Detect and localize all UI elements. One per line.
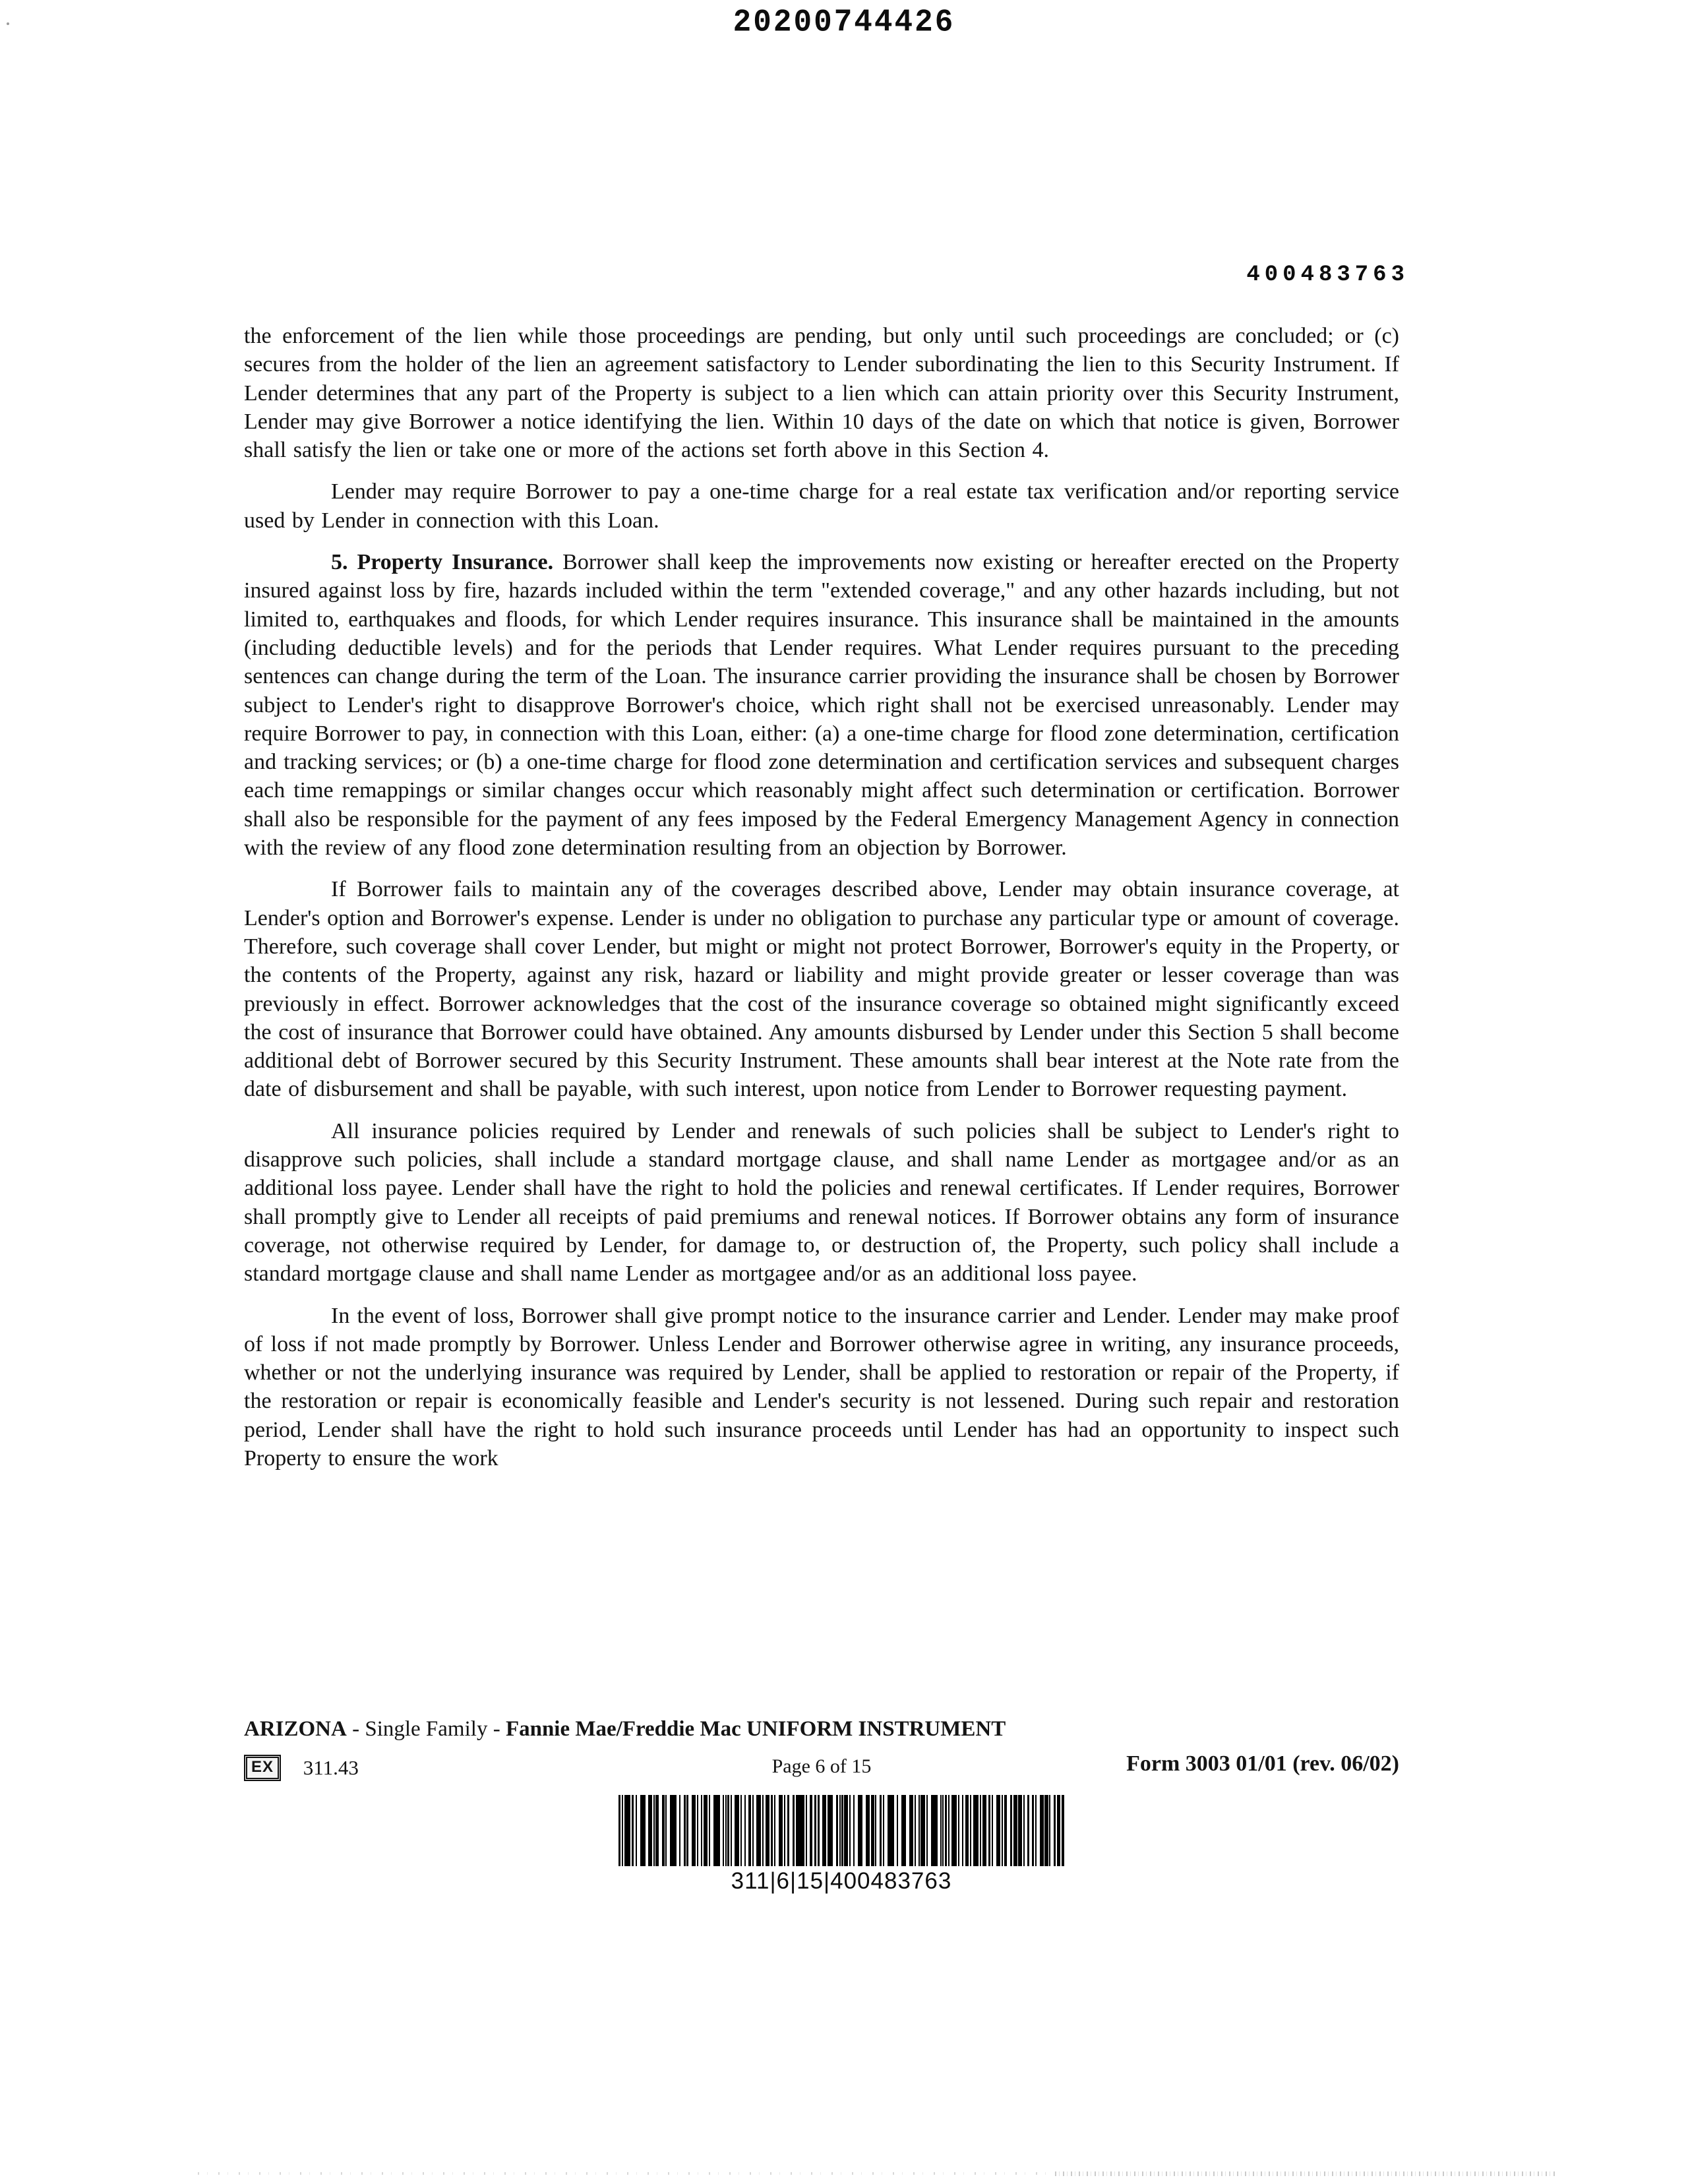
form-number: Form 3003 01/01 (rev. 06/02) <box>1126 1751 1399 1776</box>
docmagic-ex-logo-icon: EX <box>244 1755 281 1781</box>
page-number: Page 6 of 15 <box>771 1755 872 1777</box>
paragraph-tax-verification: Lender may require Borrower to pay a one-time charge for a real estate tax verification and/or reporting service used by Lender in connection with this Loan. <box>244 479 1399 533</box>
paragraph-insurance-policies: All insurance policies required by Lender and renewals of such policies shall be subject to Lender's right to disapprove such policies, shall include a standard mortgage clause, and shall name Lender as mortgagee and/or as an additional loss payee. Lender shall have the right to hold the policies and renewal certificates. If Lender requires, Borrower shall promptly give to Lender all receipts of paid premiums and renewal notices. If Borrower obtains any form of insurance coverage, not otherwise required by Lender, for damage to, or destruction of, the Property, such policy shall include a standard mortgage clause and shall name Lender as mortgagee and/or as an additional loss payee. <box>244 1118 1399 1287</box>
section-5-heading: 5. Property Insurance. <box>331 550 554 575</box>
state-label: ARIZONA <box>244 1717 347 1741</box>
paragraph-lien-continuation: the enforcement of the lien while those proceedings are pending, but only until such proceedings are concluded; or (c) secures from the holder of the lien an agreement satisfactory to Lender subordinating the lien to this Security Instrument. If Lender determines that any part of the Property is subject to a lien which can attain priority over this Security Instrument, Lender may give Borrower a notice identifying the lien. Within 10 days of the date on which that notice is given, Borrower shall satisfy the lien or take one or more of the actions set forth above in this Section 4. <box>244 324 1399 463</box>
scan-noise-artifact <box>198 2172 1055 2175</box>
family-label: - Single Family - <box>346 1717 506 1741</box>
uniform-instrument-label: Fannie Mae/Freddie Mac UNIFORM INSTRUMENT <box>505 1717 1006 1741</box>
scan-noise-artifact <box>1055 2171 1556 2176</box>
barcode-caption: 311|6|15|400483763 <box>731 1868 952 1894</box>
footer-meta-line <box>244 1751 1399 1788</box>
instrument-title-line <box>244 1717 1399 1742</box>
loan-number: 400483763 <box>1246 262 1409 288</box>
paragraph-property-insurance <box>244 548 1399 862</box>
document-code: 311.43 <box>303 1755 359 1779</box>
paragraph-event-of-loss: In the event of loss, Borrower shall give prompt notice to the insurance carrier and Lender. Lender may make proof of loss if not made promptly by Borrower. Unless Lender and Borrower otherwise agree in writing, any insurance proceeds, whether or not the underlying insurance was required by Lender, shall be applied to restoration or repair of the Property, if the restoration or repair is economically feasible and Lender's security is not lessened. During such repair and restoration period, Lender shall have the right to hold such insurance proceeds until Lender has had an opportunity to inspect such Property to ensure the work <box>244 1303 1399 1471</box>
paragraph-failure-to-maintain: If Borrower fails to maintain any of the coverages described above, Lender may obtain insurance coverage, at Lender's option and Borrower's expense. Lender is under no obligation to purchase any particular type or amount of coverage. Therefore, such coverage shall cover Lender, but might or might not protect Borrower, Borrower's equity in the Property, or the contents of the Property, against any risk, hazard or liability and might provide greater or lesser coverage than was previously in effect. Borrower acknowledges that the cost of the insurance coverage so obtained might significantly exceed the cost of insurance that Borrower could have obtained. Any amounts disbursed by Lender under this Section 5 shall become additional debt of Borrower secured by this Security Instrument. These amounts shall bear interest at the Note rate from the date of disbursement and shall be payable, with such interest, upon notice from Lender to Borrower requesting payment. <box>244 877 1399 1102</box>
recording-number-stamp: 20200744426 <box>733 4 955 41</box>
document-body <box>244 322 1399 1486</box>
section-5-text: Borrower shall keep the improvements now existing or hereafter erected on the Property insured against loss by fire, hazards included within the term "extended coverage," and any other hazards including, but not limited to, earthquakes and floods, for which Lender requires insurance. This insurance shall be maintained in the amounts (including deductible levels) and for the periods that Lender requires. What Lender requires pursuant to the preceding sentences can change during the term of the Loan. The insurance carrier providing the insurance shall be chosen by Borrower subject to Lender's right to disapprove Borrower's choice, which right shall not be exercised unreasonably. Lender may require Borrower to pay, in connection with this Loan, either: (a) a one-time charge for flood zone determination, certification and tracking services; or (b) a one-time charge for flood zone determination and certification services and subsequent charges each time remappings or similar changes occur which reasonably might affect such determination or certification. Borrower shall also be responsible for the payment of any fees imposed by the Federal Emergency Management Agency in connection with the review of any flood zone determination resulting from an objection by Borrower. <box>244 550 1399 861</box>
barcode <box>618 1795 1064 1866</box>
